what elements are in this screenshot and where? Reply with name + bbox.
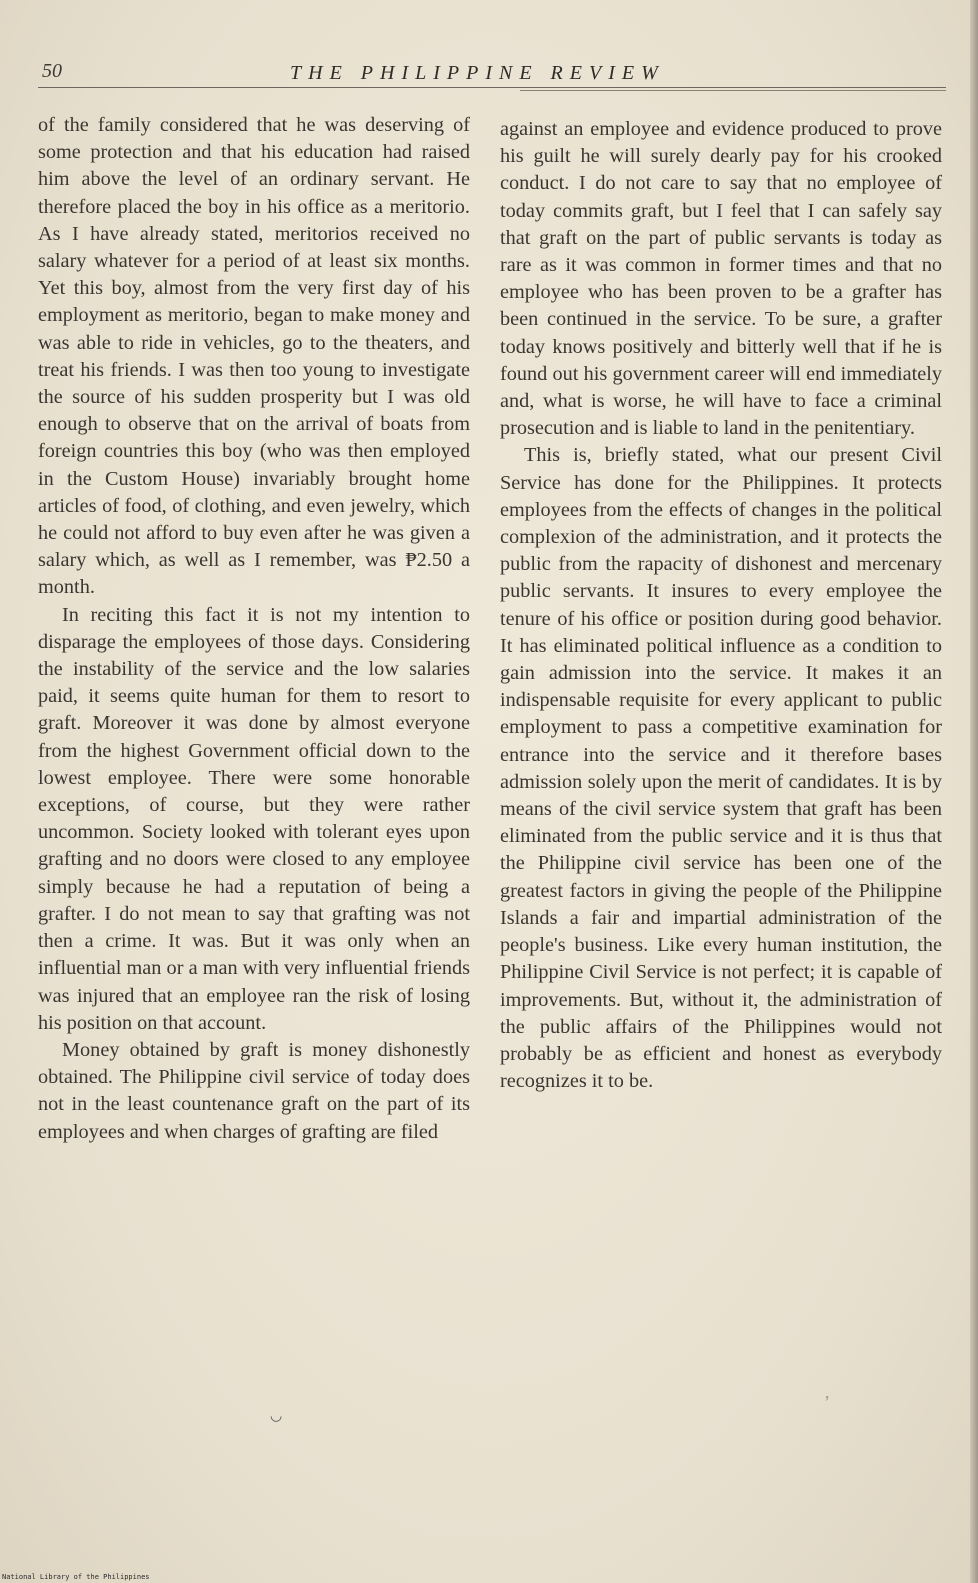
page-number: 50: [42, 60, 62, 82]
page-edge-shadow: [970, 0, 978, 1583]
page-header: [30, 58, 952, 88]
right-paragraph-2: This is, briefly stated, what our present Civil Service has done for the Philippines. It protects employees from the effects of changes in the political complexion of the administration, and it protects the public from the rapacity of dishonest and mercenary public servants. It insures to every employee the tenure of his office or position during good behavior. It has eliminated political influence as a condition to gain admission into the service. It makes it an indispensable requisite for every applicant to public employment to pass a competitive examination for entrance into the service and it therefore bases admission solely upon the merit of candidates. It is by means of the civil service system that graft has been eliminated from the public service and it is thus that the Philippine civil service has been one of the greatest factors in giving the people of the Philippine Islands a fair and impartial administration of the people's business. Like every human institution, the Philippine Civil Service is not perfect; it is capable of improvements. But, without it, the administration of the public affairs of the Philippines would not probably be as efficient and honest as everybody recognizes it to be.: [500, 444, 942, 1093]
header-rule: [38, 87, 946, 88]
library-credit: National Library of the Philippines: [2, 1573, 150, 1581]
right-column: [500, 116, 942, 1095]
left-paragraph-1: of the family considered that he was deserving of some protection and that his education had raised him above the level of an ordinary servant. He therefore placed the boy in his office as a meritorio. As I have already stated, meritorios received no salary whatever for a period of at least six months. Yet this boy, almost from the very first day of his employment as meritorio, began to make money and was able to ride in vehicles, go to the theaters, and treat his friends. I was then too young to investigate the source of his sudden prosperity but I was old enough to observe that on the arrival of boats from foreign countries this boy (who was then employed in the Custom House) invariably brought home articles of food, of clothing, and even jewelry, which he could not afford to buy even after he was given a salary which, as well as I remember, was ₱2.50 a month.: [38, 114, 470, 599]
running-title: THE PHILIPPINE REVIEW: [290, 62, 665, 84]
right-paragraph-1: against an employee and evidence produced to prove his guilt he will surely dearly pay for his crooked conduct. I do not care to say that no employee of today commits graft, but I feel that I can safely say that graft on the part of public servants is today as rare as it was common in former times and that no employee who has been proven to be a grafter has been continued in the service. To be sure, a grafter today knows positively and bitterly well that if he is found out his government career will end immediately and, what is worse, he will have to face a criminal prosecution and is liable to land in the penitentiary.: [500, 118, 942, 440]
header-rule-secondary: [520, 90, 946, 91]
left-column: [38, 112, 470, 1146]
print-mark-2: ’: [824, 1392, 830, 1412]
left-paragraph-3: Money obtained by graft is money dishonestly obtained. The Philippine civil service of today does not in the least countenance graft on the part of its employees and when charges of grafting are filed: [38, 1038, 470, 1143]
print-mark: ◡: [270, 1409, 283, 1424]
left-paragraph-2: In reciting this fact it is not my intention to disparage the employees of those days. Considering the instability of the service and the low salaries paid, it seems quite human for them to resort to graft. Moreover it was done by almost everyone from the highest Government official down to the lowest employee. There were some honorable exceptions, of course, but they were rather uncommon. Society looked with tolerant eyes upon grafting and no doors were closed to any employee simply because he had a reputation of being a grafter. I do not mean to say that grafting was not then a crime. It was. But it was only when an influential man or a man with very influential friends was injured that an employee ran the risk of losing his position on that account.: [38, 603, 470, 1034]
